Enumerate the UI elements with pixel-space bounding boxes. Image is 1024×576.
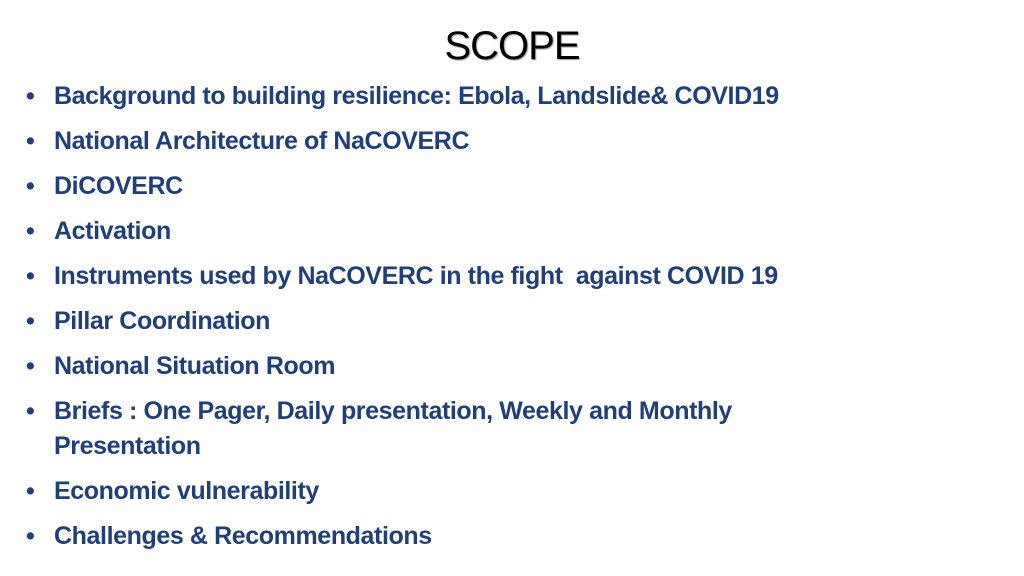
bullet-item xyxy=(26,79,986,114)
bullet-icon: • xyxy=(26,172,35,200)
bullet-text: Activation xyxy=(54,217,171,245)
bullet-text: DiCOVERC xyxy=(54,172,183,200)
bullet-text: Briefs : One Pager, Daily presentation, Weekly and Monthly Presentation xyxy=(54,397,732,460)
bullet-icon: • xyxy=(26,127,35,155)
bullet-text: National Architecture of NaCOVERC xyxy=(54,127,470,155)
bullet-icon: • xyxy=(26,82,35,110)
bullet-icon: • xyxy=(26,522,35,550)
bullet-item xyxy=(26,474,986,509)
bullet-item xyxy=(26,124,986,159)
slide-title: SCOPE xyxy=(444,24,580,68)
bullet-item xyxy=(26,349,986,384)
bullet-text: Economic vulnerability xyxy=(54,477,319,505)
bullet-icon: • xyxy=(26,262,35,290)
bullet-icon: • xyxy=(26,307,35,335)
bullet-item xyxy=(26,394,884,464)
bullet-icon: • xyxy=(26,217,35,245)
bullet-text: Background to building resilience: Ebola, Landslide& COVID19 xyxy=(54,82,779,110)
bullet-list xyxy=(26,79,986,564)
bullet-icon: • xyxy=(26,477,35,505)
bullet-item xyxy=(26,214,986,249)
bullet-text: National Situation Room xyxy=(54,352,336,380)
bullet-text: Pillar Coordination xyxy=(54,307,271,335)
bullet-text: Instruments used by NaCOVERC in the fight against COVID 19 xyxy=(54,262,778,290)
bullet-icon: • xyxy=(26,397,35,425)
bullet-icon: • xyxy=(26,352,35,380)
bullet-text: Challenges & Recommendations xyxy=(54,522,432,550)
bullet-item xyxy=(26,259,986,294)
bullet-item xyxy=(26,304,986,339)
bullet-item xyxy=(26,169,986,204)
bullet-item xyxy=(26,519,986,554)
